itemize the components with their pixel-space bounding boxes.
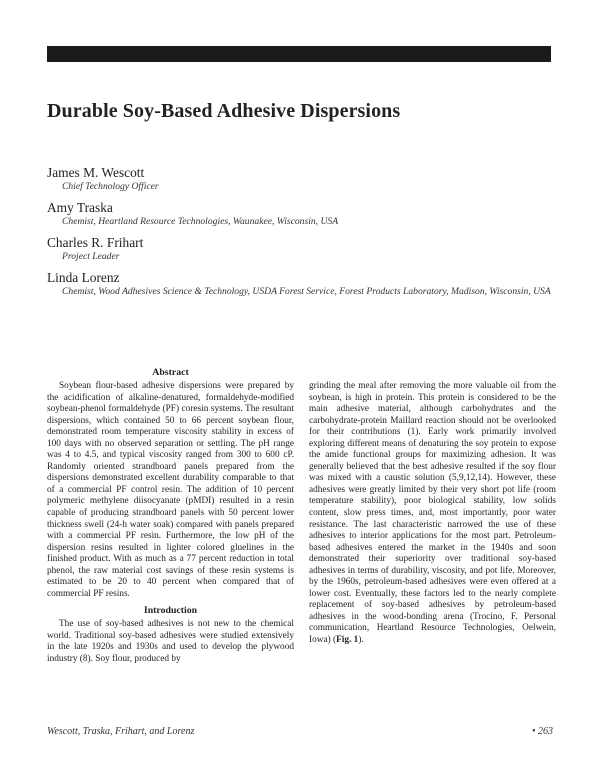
- introduction-continued: [309, 381, 556, 647]
- author-name: James M. Wescott: [47, 165, 145, 180]
- author-name: Linda Lorenz: [47, 270, 120, 285]
- author-name: Amy Traska: [47, 200, 113, 215]
- author-list: [47, 165, 557, 305]
- author-block: [47, 235, 557, 263]
- right-column: [309, 381, 556, 647]
- author-affiliation: Chemist, Heartland Resource Technologies, Waunakee, Wisconsin, USA: [62, 216, 339, 227]
- author-block: [47, 200, 557, 228]
- header-bar: [47, 46, 551, 62]
- author-block: [47, 165, 557, 193]
- introduction-heading: Introduction: [143, 605, 198, 617]
- page-number: • 263: [531, 726, 553, 737]
- introduction-closing: ).: [358, 635, 364, 646]
- author-affiliation: Chemist, Wood Adhesives Science & Technology, USDA Forest Service, Forest Products Laboratory, Madison, Wisconsin, USA: [62, 286, 551, 297]
- author-affiliation: Project Leader: [62, 251, 120, 262]
- abstract-text: Soybean flour-based adhesive dispersions were prepared by the acidification of alkaline-denatured, formaldehyde-modified soybean-phenol formaldehyde (PF) coresin systems. The resultant dispersions, which contained 50 to 66 percent soybean flour, demonstrated room temperature viscosity stability in excess of 100 days with no observed separation or settling. The pH range was 4 to 4.5, and typical viscosity ranged from 300 to 600 cP. Randomly oriented strandboard panels prepared from the dispersions demonstrated excellent durability comparable to that of a commercial PF control resin. The addition of 10 percent polymeric methylene diisocyanate (pMDI) resulted in a resin capable of producing strandboard panels with 50 percent lower thickness swell (24-h water soak) compared with panels prepared with a commercial PF resin. Furthermore, the low pH of the dispersion resins resulted in lighter colored gluelines in the finished product. With as much as a 77 percent reduction in total phenol, the raw material cost savings of these resin systems is estimated to be 20 to 40 percent when compared that of commercial PF resins.: [47, 381, 294, 599]
- left-column: [47, 366, 294, 666]
- introduction-continued-text: grinding the meal after removing the more valuable oil from the soybean, is high in protein. This protein is considered to be the main adhesive material, although carbohydrates and the carbohydrate-protein Maillard reaction should not be overlooked for their contributions (1). Early work primarily involved exploring different means of denaturing the soy protein to expose the amide functional groups for maximizing adhesion. It was generally believed that the best adhesive resulted if the soy flour was mixed with a caustic solution (5,9,12,14). However, these adhesives were greatly limited by their very short pot life (room temperature stability), poor biological stability, low solids content, slow press times, and, most importantly, poor water resistance. The last characteristic narrowed the use of these adhesives to interior applications for the most part. Petroleum-based adhesives entered the market in the 1940s and soon demonstrated their superiority over traditional soy-based adhesives in terms of durability, viscosity, and pot life. Moreover, by the 1960s, petroleum-based adhesives were even offered at a lower cost. Eventually, these factors led to the nearly complete replacement of soy-based adhesives by petroleum-based adhesives in the wood-bonding arena (Trocino, F. Personal communication, Heartland Resource Technologies, Oelwein, Iowa) (: [309, 381, 556, 646]
- abstract-heading: Abstract: [152, 367, 189, 378]
- running-footer-authors: Wescott, Traska, Frihart, and Lorenz: [47, 726, 195, 737]
- author-block: [47, 270, 557, 298]
- figure-reference: Fig. 1: [336, 635, 359, 646]
- author-affiliation: Chief Technology Officer: [62, 181, 159, 192]
- author-name: Charles R. Frihart: [47, 235, 144, 250]
- introduction-text: The use of soy-based adhesives is not new to the chemical world. Traditional soy-based adhesives were studied extensively in the late 1920s and 1930s and used to develop the plywood industry (8). Soy flour, produced by: [47, 619, 294, 665]
- paper-title: Durable Soy-Based Adhesive Dispersions: [47, 100, 401, 122]
